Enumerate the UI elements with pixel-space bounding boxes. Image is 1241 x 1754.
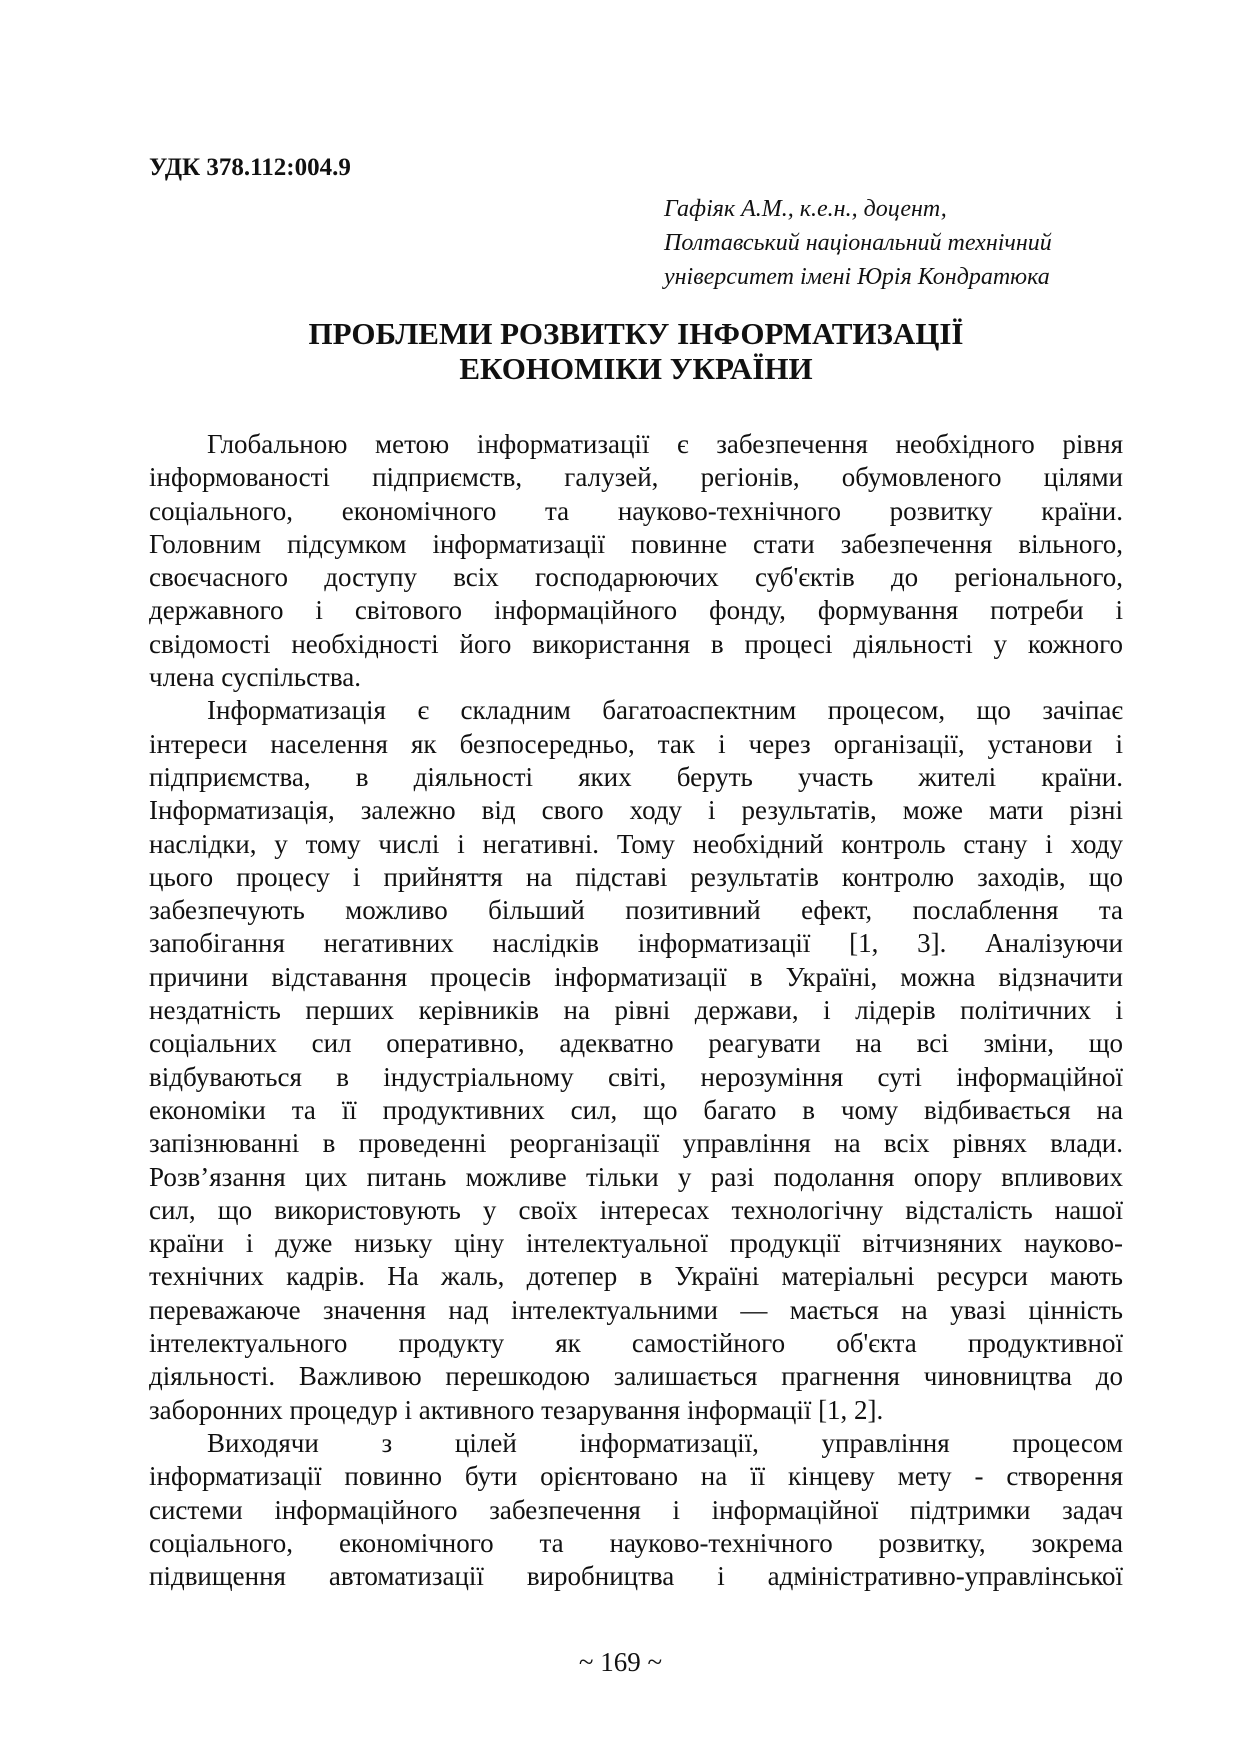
author-name: Гафіяк А.М., к.е.н., доцент, bbox=[664, 196, 947, 222]
text-line: технічних кадрів. На жаль, дотепер в Україні матеріальні ресурси мають bbox=[149, 1261, 1123, 1292]
text-line: сил, що використовують у своїх інтересах технологічну відсталість нашої bbox=[149, 1194, 1123, 1225]
text-line: інтелектуального продукту як самостійного об'єкта продуктивної bbox=[149, 1328, 1123, 1359]
text-line: інформатизації повинно бути орієнтовано на її кінцеву мету - створення bbox=[149, 1461, 1123, 1492]
paragraph bbox=[149, 694, 1123, 1427]
text-line: забезпечують можливо більший позитивний ефект, послаблення та bbox=[149, 895, 1123, 926]
author-block bbox=[664, 192, 1052, 294]
text-line: Інформатизація є складним багатоаспектним процесом, що зачіпає bbox=[207, 695, 1123, 726]
text-line: наслідки, у тому числі і негативні. Тому необхідний контроль стану і ходу bbox=[149, 828, 1123, 859]
text-line: інформованості підприємств, галузей, регіонів, обумовленого цілями bbox=[149, 462, 1123, 493]
text-line: причини відставання процесів інформатизації в Україні, можна відзначити bbox=[149, 961, 1123, 992]
text-line: соціального, економічного та науково-технічного розвитку, зокрема bbox=[149, 1527, 1123, 1558]
text-line: діяльності. Важливою перешкодою залишається прагнення чиновництва до bbox=[149, 1361, 1123, 1392]
text-line: члена суспільства. bbox=[149, 662, 361, 693]
article-title bbox=[149, 316, 1123, 386]
text-line: підприємства, в діяльності яких беруть участь жителі країни. bbox=[149, 761, 1123, 792]
text-line: підвищення автоматизації виробництва і адміністративно-управлінської bbox=[149, 1561, 1123, 1592]
text-line: цього процесу і прийняття на підставі результатів контролю заходів, що bbox=[149, 861, 1123, 892]
author-affiliation-line2: університет імені Юрія Кондратюка bbox=[664, 264, 1050, 290]
text-line: свідомості необхідності його використання в процесі діяльності у кожного bbox=[149, 628, 1123, 659]
paragraph bbox=[149, 1427, 1123, 1593]
text-line: державного і світового інформаційного фонду, формування потреби і bbox=[149, 595, 1123, 626]
title-line-1: ПРОБЛЕМИ РОЗВИТКУ ІНФОРМАТИЗАЦІЇ bbox=[308, 316, 964, 351]
text-line: заборонних процедур і активного тезарування інформації [1, 2]. bbox=[149, 1394, 884, 1425]
text-line: Головним підсумком інформатизації повинне стати забезпечення вільного, bbox=[149, 528, 1123, 559]
title-line-2: ЕКОНОМІКИ УКРАЇНИ bbox=[459, 351, 813, 386]
text-line: Розв’язання цих питань можливе тільки у разі подолання опору впливових bbox=[149, 1161, 1123, 1192]
text-line: запізнюванні в проведенні реорганізації управління на всіх рівнях влади. bbox=[149, 1128, 1123, 1159]
text-line: соціальних сил оперативно, адекватно реагувати на всі зміни, що bbox=[149, 1028, 1123, 1059]
text-line: Інформатизація, залежно від свого ходу і результатів, може мати різні bbox=[149, 795, 1123, 826]
text-line: відбуваються в індустріальному світі, нерозуміння суті інформаційної bbox=[149, 1061, 1123, 1092]
article-body bbox=[149, 428, 1123, 1593]
text-line: переважаюче значення над інтелектуальними — мається на увазі цінність bbox=[149, 1294, 1123, 1325]
author-affiliation-line1: Полтавський національний технічний bbox=[664, 230, 1052, 256]
text-line: економіки та її продуктивних сил, що багато в чому відбивається на bbox=[149, 1094, 1123, 1125]
text-line: системи інформаційного забезпечення і інформаційної підтримки задач bbox=[149, 1494, 1123, 1525]
text-line: запобігання негативних наслідків інформатизації [1, 3]. Аналізуючи bbox=[149, 928, 1123, 959]
text-line: Виходячи з цілей інформатизації, управління процесом bbox=[207, 1427, 1123, 1458]
text-line: інтереси населення як безпосередньо, так і через організації, установи і bbox=[149, 728, 1123, 759]
page-number: ~ 169 ~ bbox=[578, 1647, 663, 1677]
text-line: країни і дуже низьку ціну інтелектуальної продукції вітчизняних науково- bbox=[149, 1228, 1123, 1259]
text-line: своєчасного доступу всіх господарюючих суб'єктів до регіонального, bbox=[149, 562, 1123, 593]
udc-code: УДК 378.112:004.9 bbox=[149, 154, 351, 181]
text-line: соціального, економічного та науково-технічного розвитку країни. bbox=[149, 495, 1123, 526]
text-line: Глобальною метою інформатизації є забезпечення необхідного рівня bbox=[207, 429, 1123, 459]
text-line: нездатність перших керівників на рівні держави, і лідерів політичних і bbox=[149, 995, 1123, 1026]
paragraph bbox=[149, 428, 1123, 694]
